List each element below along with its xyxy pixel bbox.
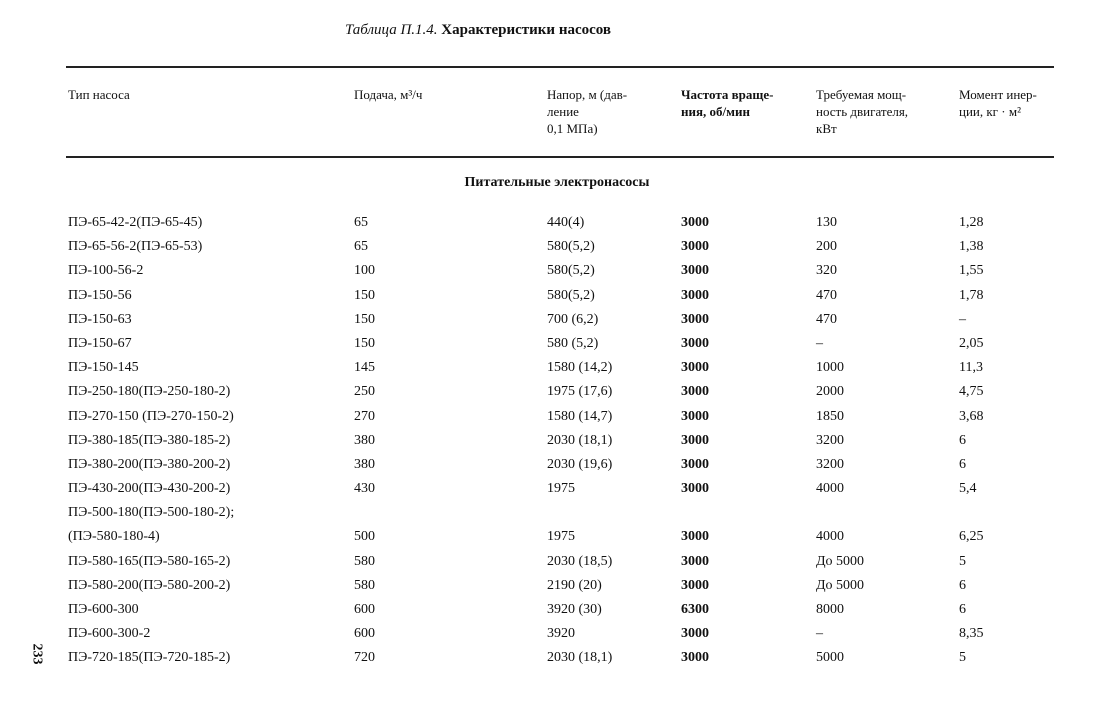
table-row xyxy=(0,527,1106,551)
flow-cell: 500 xyxy=(354,529,375,545)
power-cell: 200 xyxy=(816,239,837,255)
table-row xyxy=(0,382,1106,406)
column-header xyxy=(816,86,908,137)
section-title: Питательные электронасосы xyxy=(464,175,650,190)
inertia-cell: 6 xyxy=(959,432,966,448)
table-row xyxy=(0,310,1106,334)
table-row xyxy=(0,237,1106,261)
pump-type-cell: ПЭ-430-200(ПЭ-430-200-2) xyxy=(68,481,231,497)
flow-cell: 145 xyxy=(354,360,375,376)
speed-cell: 3000 xyxy=(681,360,709,376)
top-rule xyxy=(66,66,1054,68)
column-header-line: 0,1 МПа) xyxy=(547,121,598,136)
speed-cell: 3000 xyxy=(681,456,709,472)
inertia-cell: 3,68 xyxy=(959,408,984,424)
table-row xyxy=(0,358,1106,382)
column-header xyxy=(547,86,627,137)
table-caption xyxy=(345,22,611,39)
pump-type-cell: ПЭ-580-200(ПЭ-580-200-2) xyxy=(68,577,231,593)
speed-cell: 3000 xyxy=(681,432,709,448)
inertia-cell: 2,05 xyxy=(959,335,984,351)
flow-cell: 600 xyxy=(354,626,375,642)
inertia-cell: 11,3 xyxy=(959,360,983,376)
flow-cell: 65 xyxy=(354,239,368,255)
flow-cell: 65 xyxy=(354,215,368,230)
head-cell: 3920 (30) xyxy=(547,602,602,617)
power-cell: 4000 xyxy=(816,481,844,497)
head-cell: 440(4) xyxy=(547,215,585,230)
pump-type-cell: ПЭ-600-300-2 xyxy=(68,626,151,642)
column-header xyxy=(681,86,773,120)
head-cell: 2030 (18,1) xyxy=(547,650,613,666)
table-body xyxy=(0,213,1106,673)
power-cell: 1000 xyxy=(816,360,844,376)
table-row xyxy=(0,431,1106,455)
table-row xyxy=(0,334,1106,358)
table-row xyxy=(0,407,1106,431)
power-cell: 3200 xyxy=(816,456,844,472)
speed-cell: 3000 xyxy=(681,239,709,255)
power-cell: 2000 xyxy=(816,384,844,400)
power-cell: До 5000 xyxy=(816,577,865,593)
caption-title: Характеристики насосов xyxy=(441,22,611,38)
column-header-line: Требуемая мощ- xyxy=(816,87,907,102)
speed-cell: 3000 xyxy=(681,553,709,569)
column-header-line: Частота враще- xyxy=(681,87,774,102)
pump-type-cell: ПЭ-150-56 xyxy=(68,287,132,303)
column-header-line: ление xyxy=(547,104,579,119)
pump-type-cell: ПЭ-380-200(ПЭ-380-200-2) xyxy=(68,456,231,472)
column-header-line: ность двигателя, xyxy=(816,104,909,119)
table-row xyxy=(0,624,1106,648)
inertia-cell: 8,35 xyxy=(959,626,984,642)
table-row xyxy=(0,455,1106,479)
column-header-line: Тип насоса xyxy=(68,87,130,102)
inertia-cell: 5 xyxy=(959,650,966,666)
pump-type-cell: (ПЭ-580-180-4) xyxy=(68,529,160,545)
inertia-cell: 6 xyxy=(959,602,966,617)
head-cell: 1580 (14,2) xyxy=(547,360,613,376)
power-cell: – xyxy=(816,626,823,642)
pump-type-cell: ПЭ-250-180(ПЭ-250-180-2) xyxy=(68,384,231,400)
pump-type-cell: ПЭ-720-185(ПЭ-720-185-2) xyxy=(68,650,231,666)
power-cell: 5000 xyxy=(816,650,844,666)
pump-type-cell: ПЭ-500-180(ПЭ-500-180-2); xyxy=(68,505,235,521)
pump-type-cell: ПЭ-65-42-2(ПЭ-65-45) xyxy=(68,215,203,230)
inertia-cell: 6 xyxy=(959,577,966,593)
power-cell: 1850 xyxy=(816,408,844,424)
head-cell: 1975 (17,6) xyxy=(547,384,613,400)
speed-cell: 3000 xyxy=(681,529,709,545)
flow-cell: 720 xyxy=(354,650,375,666)
power-cell: 470 xyxy=(816,287,837,303)
speed-cell: 3000 xyxy=(681,215,709,230)
head-cell: 580(5,2) xyxy=(547,287,595,303)
speed-cell: 3000 xyxy=(681,384,709,400)
table-row xyxy=(0,503,1106,527)
head-cell: 2190 (20) xyxy=(547,577,602,593)
column-header-line: кВт xyxy=(816,121,837,136)
table-row xyxy=(0,479,1106,503)
power-cell: 320 xyxy=(816,263,837,279)
speed-cell: 6300 xyxy=(681,602,709,617)
pump-type-cell: ПЭ-380-185(ПЭ-380-185-2) xyxy=(68,432,231,448)
speed-cell: 3000 xyxy=(681,626,709,642)
pump-type-cell: ПЭ-270-150 (ПЭ-270-150-2) xyxy=(68,408,234,424)
power-cell: 4000 xyxy=(816,529,844,545)
column-header xyxy=(354,86,422,103)
inertia-cell: 1,28 xyxy=(959,215,984,230)
head-cell: 580(5,2) xyxy=(547,239,595,255)
inertia-cell: 6,25 xyxy=(959,529,984,545)
speed-cell: 3000 xyxy=(681,263,709,279)
column-header-line: Подача, м³/ч xyxy=(354,87,423,102)
pump-type-cell: ПЭ-100-56-2 xyxy=(68,263,144,279)
table-row xyxy=(0,213,1106,237)
speed-cell: 3000 xyxy=(681,335,709,351)
power-cell: 470 xyxy=(816,311,837,327)
table-row xyxy=(0,600,1106,624)
speed-cell: 3000 xyxy=(681,408,709,424)
column-header-line: Напор, м (дав- xyxy=(547,87,628,102)
head-cell: 2030 (18,1) xyxy=(547,432,613,448)
flow-cell: 600 xyxy=(354,602,375,617)
power-cell: 130 xyxy=(816,215,837,230)
column-header-line: ния, об/мин xyxy=(681,104,750,119)
power-cell: До 5000 xyxy=(816,553,865,569)
flow-cell: 270 xyxy=(354,408,375,424)
inertia-cell: 4,75 xyxy=(959,384,984,400)
flow-cell: 150 xyxy=(354,287,375,303)
pump-type-cell: ПЭ-150-63 xyxy=(68,311,132,327)
flow-cell: 250 xyxy=(354,384,375,400)
column-header-line: Момент инер- xyxy=(959,87,1037,102)
table-row xyxy=(0,552,1106,576)
flow-cell: 150 xyxy=(354,335,375,351)
header-rule xyxy=(66,156,1054,158)
power-cell: – xyxy=(816,335,823,351)
inertia-cell: 5,4 xyxy=(959,481,977,497)
inertia-cell: 1,55 xyxy=(959,263,984,279)
speed-cell: 3000 xyxy=(681,287,709,303)
inertia-cell: – xyxy=(959,311,966,327)
inertia-cell: 1,38 xyxy=(959,239,984,255)
column-header xyxy=(959,86,1037,120)
flow-cell: 580 xyxy=(354,553,375,569)
table-row xyxy=(0,286,1106,310)
head-cell: 1975 xyxy=(547,529,575,545)
inertia-cell: 5 xyxy=(959,553,966,569)
power-cell: 3200 xyxy=(816,432,844,448)
speed-cell: 3000 xyxy=(681,577,709,593)
pump-type-cell: ПЭ-65-56-2(ПЭ-65-53) xyxy=(68,239,203,255)
flow-cell: 380 xyxy=(354,456,375,472)
caption-number: Таблица П.1.4. xyxy=(345,22,438,38)
inertia-cell: 1,78 xyxy=(959,287,984,303)
speed-cell: 3000 xyxy=(681,481,709,497)
pump-type-cell: ПЭ-150-67 xyxy=(68,335,132,351)
power-cell: 8000 xyxy=(816,602,844,617)
head-cell: 580 (5,2) xyxy=(547,335,599,351)
column-header xyxy=(68,86,130,103)
inertia-cell: 6 xyxy=(959,456,966,472)
head-cell: 2030 (18,5) xyxy=(547,553,613,569)
speed-cell: 3000 xyxy=(681,650,709,666)
head-cell: 1975 xyxy=(547,481,575,497)
head-cell: 2030 (19,6) xyxy=(547,456,613,472)
table-row xyxy=(0,648,1106,672)
pump-type-cell: ПЭ-580-165(ПЭ-580-165-2) xyxy=(68,553,231,569)
head-cell: 700 (6,2) xyxy=(547,311,599,327)
flow-cell: 380 xyxy=(354,432,375,448)
head-cell: 3920 xyxy=(547,626,575,642)
table-row xyxy=(0,261,1106,285)
page-number: 233 xyxy=(29,643,45,665)
flow-cell: 100 xyxy=(354,263,375,279)
flow-cell: 150 xyxy=(354,311,375,327)
head-cell: 580(5,2) xyxy=(547,263,595,279)
flow-cell: 580 xyxy=(354,577,375,593)
column-header-line: ции, кг · м² xyxy=(959,104,1021,119)
pump-type-cell: ПЭ-600-300 xyxy=(68,602,139,617)
pump-type-cell: ПЭ-150-145 xyxy=(68,360,139,376)
flow-cell: 430 xyxy=(354,481,375,497)
head-cell: 1580 (14,7) xyxy=(547,408,613,424)
table-row xyxy=(0,576,1106,600)
speed-cell: 3000 xyxy=(681,311,709,327)
